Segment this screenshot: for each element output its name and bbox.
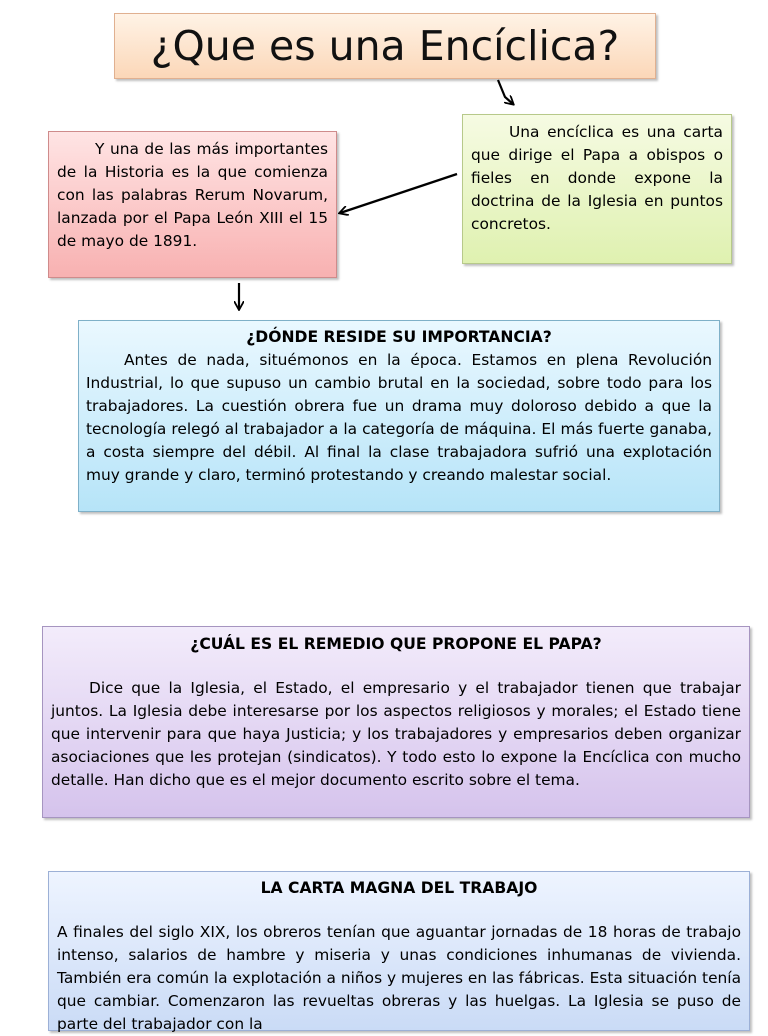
arrow-title-to-definition bbox=[498, 80, 513, 104]
importance-text: Antes de nada, situémonos en la época. Estamos en plena Revolución Industrial, lo que supuso un cambio brutal en la sociedad, sobre todo para los trabajadores. La cuestión obrera fue un drama muy doloroso debido a que la tecnología relegó al trabajador a la categoría de máquina. El más fuerte ganaba, a costa siempre del débil. Al final la clase trabajadora sufrió una explotación muy grande y claro, terminó protestando y creando malestar social. bbox=[86, 351, 712, 484]
importance-heading: ¿DÓNDE RESIDE SU IMPORTANCIA? bbox=[246, 328, 552, 346]
remedy-box bbox=[42, 626, 750, 818]
remedy-text: Dice que la Iglesia, el Estado, el empresario y el trabajador tienen que trabajar juntos. La Iglesia debe interesarse por los aspectos religiosos y morales; el Estado tiene que intervenir para que haya Justicia; y los trabajadores y empresarios deben organizar asociaciones que les protejan (sindicatos). Y todo esto lo expone la Encíclica con mucho detalle. Han dicho que es el mejor documento escrito sobre el tema. bbox=[51, 679, 741, 789]
carta-heading: LA CARTA MAGNA DEL TRABAJO bbox=[260, 879, 538, 897]
carta-text: A finales del siglo XIX, los obreros tenían que aguantar jornadas de 18 horas de trabajo intenso, salarios de hambre y miseria y unas condiciones inhumanas de vivienda. También era común la explotación a niños y mujeres en las fábricas. Esta situación tenía que cambiar. Comenzaron las revueltas obreras y las huelgas. La Iglesia se puso de parte del trabajador con la bbox=[57, 923, 741, 1033]
arrow-definition-to-history bbox=[340, 174, 457, 213]
history-text: Y una de las más importantes de la Historia es la que comienza con las palabras Rerum Novarum, lanzada por el Papa León XIII el 15 de mayo de 1891. bbox=[57, 140, 328, 250]
title-box bbox=[114, 13, 656, 79]
carta-box bbox=[48, 871, 750, 1031]
history-box bbox=[48, 131, 337, 278]
definition-box bbox=[462, 114, 732, 264]
page-title: ¿Que es una Encíclica? bbox=[150, 22, 620, 70]
definition-text: Una encíclica es una carta que dirige el Papa a obispos o fieles en donde expone la doctrina de la Iglesia en puntos concretos. bbox=[471, 123, 723, 233]
remedy-heading: ¿CUÁL ES EL REMEDIO QUE PROPONE EL PAPA? bbox=[190, 635, 602, 653]
importance-box bbox=[78, 320, 720, 512]
